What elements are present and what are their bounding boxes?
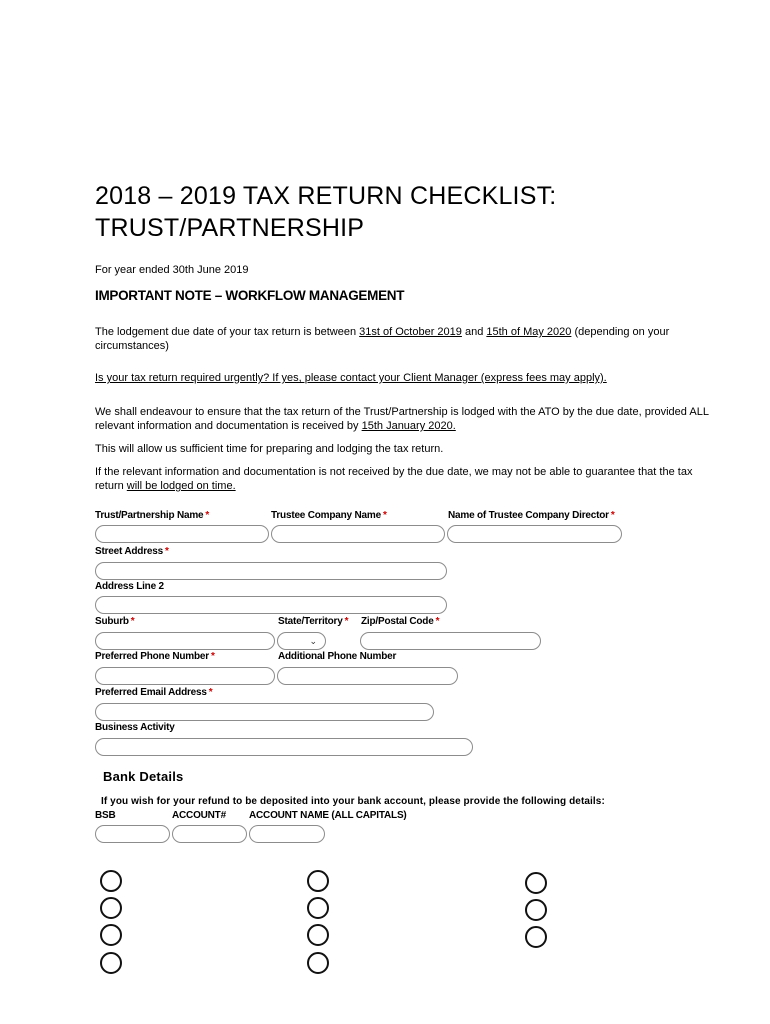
radio-option[interactable] — [307, 952, 329, 974]
account-number-label: ACCOUNT# — [172, 810, 226, 821]
preferred-phone-input[interactable] — [95, 667, 275, 685]
required-mark: * — [210, 651, 215, 662]
endeavour-paragraph — [95, 405, 715, 433]
trustee-company-label: Trustee Company Name * — [271, 510, 387, 521]
address-line-2-label: Address Line 2 — [95, 581, 164, 592]
required-mark: * — [208, 687, 213, 698]
bsb-label: BSB — [95, 810, 116, 821]
required-mark: * — [164, 546, 169, 557]
p1-date-2: 15th of May 2020 — [486, 326, 572, 338]
required-mark: * — [382, 510, 387, 521]
address-line-2-input[interactable] — [95, 596, 447, 614]
account-number-input[interactable] — [172, 825, 247, 843]
radio-option[interactable] — [525, 872, 547, 894]
trustee-company-input[interactable] — [271, 525, 445, 543]
trust-name-label: Trust/Partnership Name * — [95, 510, 210, 521]
street-address-label: Street Address * — [95, 546, 169, 557]
director-name-input[interactable] — [447, 525, 622, 543]
suburb-input[interactable] — [95, 632, 275, 650]
bank-details-heading: Bank Details — [103, 769, 184, 784]
business-activity-input[interactable] — [95, 738, 473, 756]
radio-option[interactable] — [307, 924, 329, 946]
radio-option[interactable] — [307, 870, 329, 892]
important-note-heading: IMPORTANT NOTE – WORKFLOW MANAGEMENT — [95, 288, 405, 303]
chevron-down-icon: ⌄ — [309, 635, 317, 646]
zip-code-label: Zip/Postal Code * — [361, 616, 440, 627]
radio-option[interactable] — [100, 952, 122, 974]
required-mark: * — [344, 616, 349, 627]
radio-option[interactable] — [100, 870, 122, 892]
p1-date-1: 31st of October 2019 — [359, 326, 462, 338]
additional-phone-input[interactable] — [277, 667, 458, 685]
preferred-email-input[interactable] — [95, 703, 434, 721]
radio-option[interactable] — [525, 926, 547, 948]
business-activity-label: Business Activity — [95, 722, 175, 733]
sufficient-time-paragraph: This will allow us sufficient time for preparing and lodging the tax return. — [95, 443, 444, 455]
preferred-email-label: Preferred Email Address * — [95, 687, 213, 698]
required-mark: * — [610, 510, 615, 521]
state-territory-select[interactable] — [277, 632, 326, 650]
zip-code-input[interactable] — [360, 632, 541, 650]
director-name-label: Name of Trustee Company Director * — [448, 510, 615, 521]
urgent-request-paragraph: Is your tax return required urgently? If yes, please contact your Client Manager (express fees may apply). — [95, 372, 607, 384]
bsb-input[interactable] — [95, 825, 170, 843]
account-name-label: ACCOUNT NAME (ALL CAPITALS) — [249, 810, 407, 821]
p3-date: 15th January 2020. — [361, 420, 456, 432]
p3-text: We shall endeavour to ensure that the tax return of the Trust/Partnership is lodged with the ATO by the due date, provided ALL relevant information and documentation is received by — [95, 406, 709, 432]
year-ended-text: For year ended 30th June 2019 — [95, 264, 249, 276]
radio-option[interactable] — [307, 897, 329, 919]
required-mark: * — [130, 616, 135, 627]
preferred-phone-label: Preferred Phone Number * — [95, 651, 215, 662]
additional-phone-label: Additional Phone Number — [278, 651, 397, 662]
radio-option[interactable] — [100, 897, 122, 919]
suburb-label: Suburb * — [95, 616, 135, 627]
bank-instruction-text: If you wish for your refund to be deposited into your bank account, please provide the following details: — [101, 796, 605, 807]
lodgement-due-paragraph — [95, 325, 715, 353]
p5-underlined-text: will be lodged on time. — [126, 480, 236, 492]
required-mark: * — [435, 616, 440, 627]
p1-text-b: and — [461, 326, 487, 338]
p1-text-a: The lodgement due date of your tax return is between — [95, 326, 360, 338]
p5-text: If the relevant information and documentation is not received by the due date, we may not be able to guarantee that the tax return — [95, 466, 693, 492]
state-territory-label: State/Territory * — [278, 616, 349, 627]
title-line-1: 2018 – 2019 TAX RETURN CHECKLIST: — [95, 182, 557, 210]
page-title — [95, 180, 735, 244]
p1-text-c: (depending on your circumstances) — [95, 326, 670, 352]
radio-option[interactable] — [525, 899, 547, 921]
not-received-paragraph — [95, 465, 715, 493]
trust-name-input[interactable] — [95, 525, 269, 543]
title-line-2: TRUST/PARTNERSHIP — [95, 214, 365, 242]
required-mark: * — [205, 510, 210, 521]
radio-option[interactable] — [100, 924, 122, 946]
street-address-input[interactable] — [95, 562, 447, 580]
account-name-input[interactable] — [249, 825, 325, 843]
